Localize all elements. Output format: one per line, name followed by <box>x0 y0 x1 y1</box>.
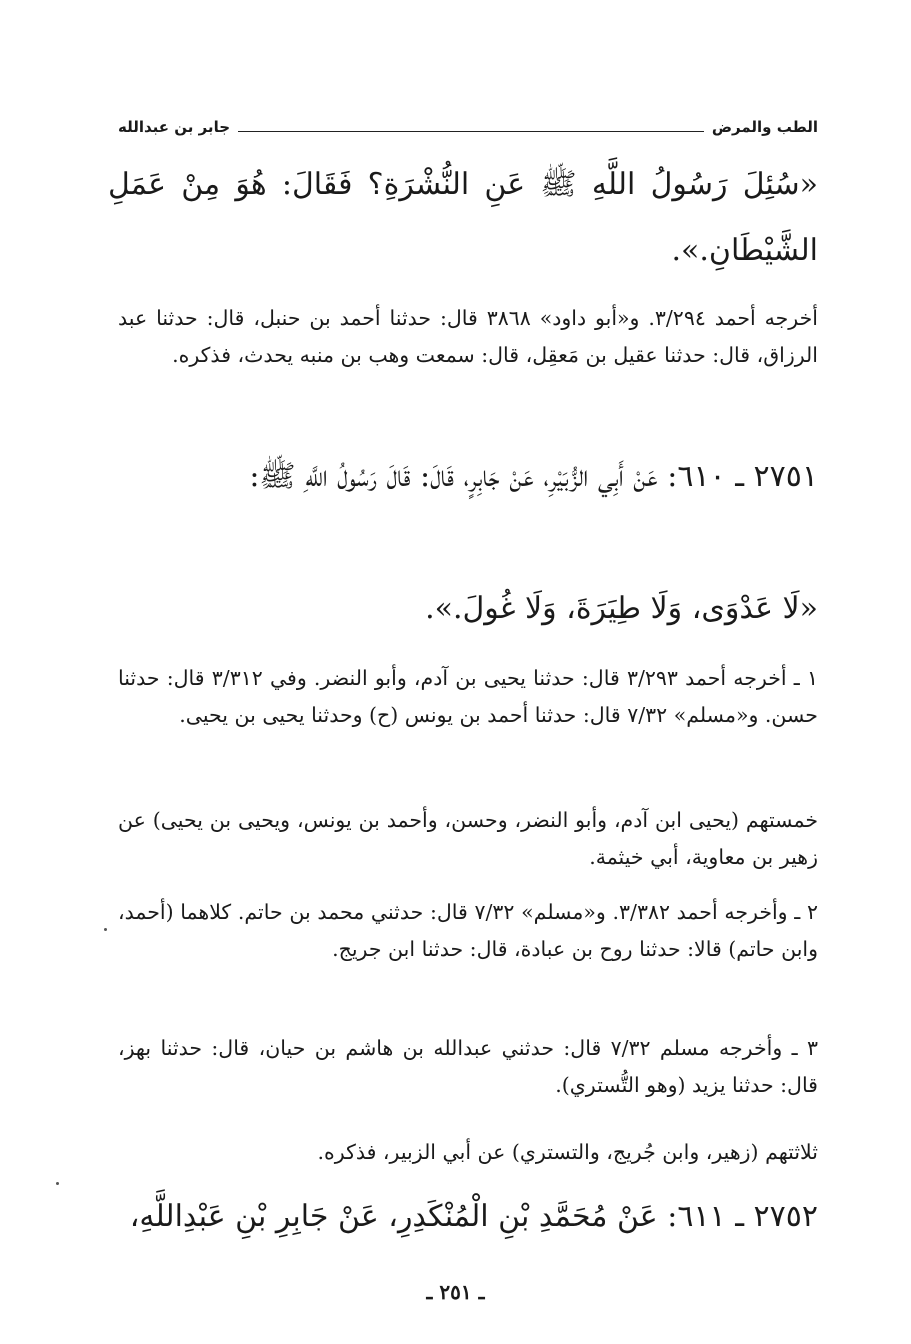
hadith-610-heading: ٢٧٥١ ـ ٦١٠: عَنْ أَبِي الزُّبَيْرِ، عَنْ جَابِرٍ، قَالَ: قَالَ رَسُولُ اللَّهِ ﷺ: <box>249 459 818 494</box>
takhrij-610-summary-2: ثلاثتهم (زهير، وابن جُريج، والتستري) عن أبي الزبير، فذكره. <box>317 1140 818 1164</box>
running-header <box>118 114 818 140</box>
page-number: ـ ٢٥١ ـ <box>426 1280 485 1304</box>
takhrij-610-summary-1: خمستهم (يحيى ابن آدم، وأبو النضر، وحسن، وأحمد بن يونس، ويحيى بن يحيى) عن زهير بن معاوية، أبي خيثمة. <box>118 808 818 869</box>
hadith-611-heading: ٢٧٥٢ ـ ٦١١: عَنْ مُحَمَّدِ بْنِ الْمُنْكَدِرِ، عَنْ جَابِرِ بْنِ عَبْدِاللَّهِ، <box>129 1199 818 1234</box>
scan-speck <box>56 1182 59 1185</box>
header-rule <box>238 131 704 132</box>
takhrij-610-1: ١ ـ أخرجه أحمد ٣/٢٩٣ قال: حدثنا يحيى بن آدم، وأبو النضر. وفي ٣/٣١٢ قال: حدثنا حسن. و«مسلم» ٧/٣٢ قال: حدثنا أحمد بن يونس (ح) وحدثنا يحيى بن يحيى. <box>118 666 818 727</box>
header-narrator-name: جابر بن عبدالله <box>118 118 231 136</box>
takhrij-610-3: ٣ ـ وأخرجه مسلم ٧/٣٢ قال: حدثني عبدالله بن هاشم بن حيان، قال: حدثنا بهز، قال: حدثنا يزيد (وهو التُّستري). <box>118 1036 818 1097</box>
takhrij-609: أخرجه أحمد ٣/٢٩٤. و«أبو داود» ٣٨٦٨ قال: حدثنا أحمد بن حنبل، قال: حدثنا عبد الرزاق، قال: حدثنا عقيل بن مَعقِل، قال: سمعت وهب بن منبه يحدث، فذكره. <box>118 306 818 367</box>
header-chapter-title: الطب والمرض <box>711 118 818 136</box>
scan-speck <box>104 928 107 931</box>
takhrij-610-2: ٢ ـ وأخرجه أحمد ٣/٣٨٢. و«مسلم» ٧/٣٢ قال: حدثني محمد بن حاتم. كلاهما (أحمد، وابن حاتم) قالا: حدثنا روح بن عبادة، قال: حدثنا ابن جريج. <box>118 900 818 961</box>
hadith-610-text: «لَا عَدْوَى، وَلَا طِيَرَةَ، وَلَا غُولَ.». <box>425 591 818 626</box>
hadith-609-text: «سُئِلَ رَسُولُ اللَّهِ ﷺ عَنِ النُّشْرَةِ؟ فَقَالَ: هُوَ مِنْ عَمَلِ الشَّيْطَانِ.». <box>108 167 818 268</box>
